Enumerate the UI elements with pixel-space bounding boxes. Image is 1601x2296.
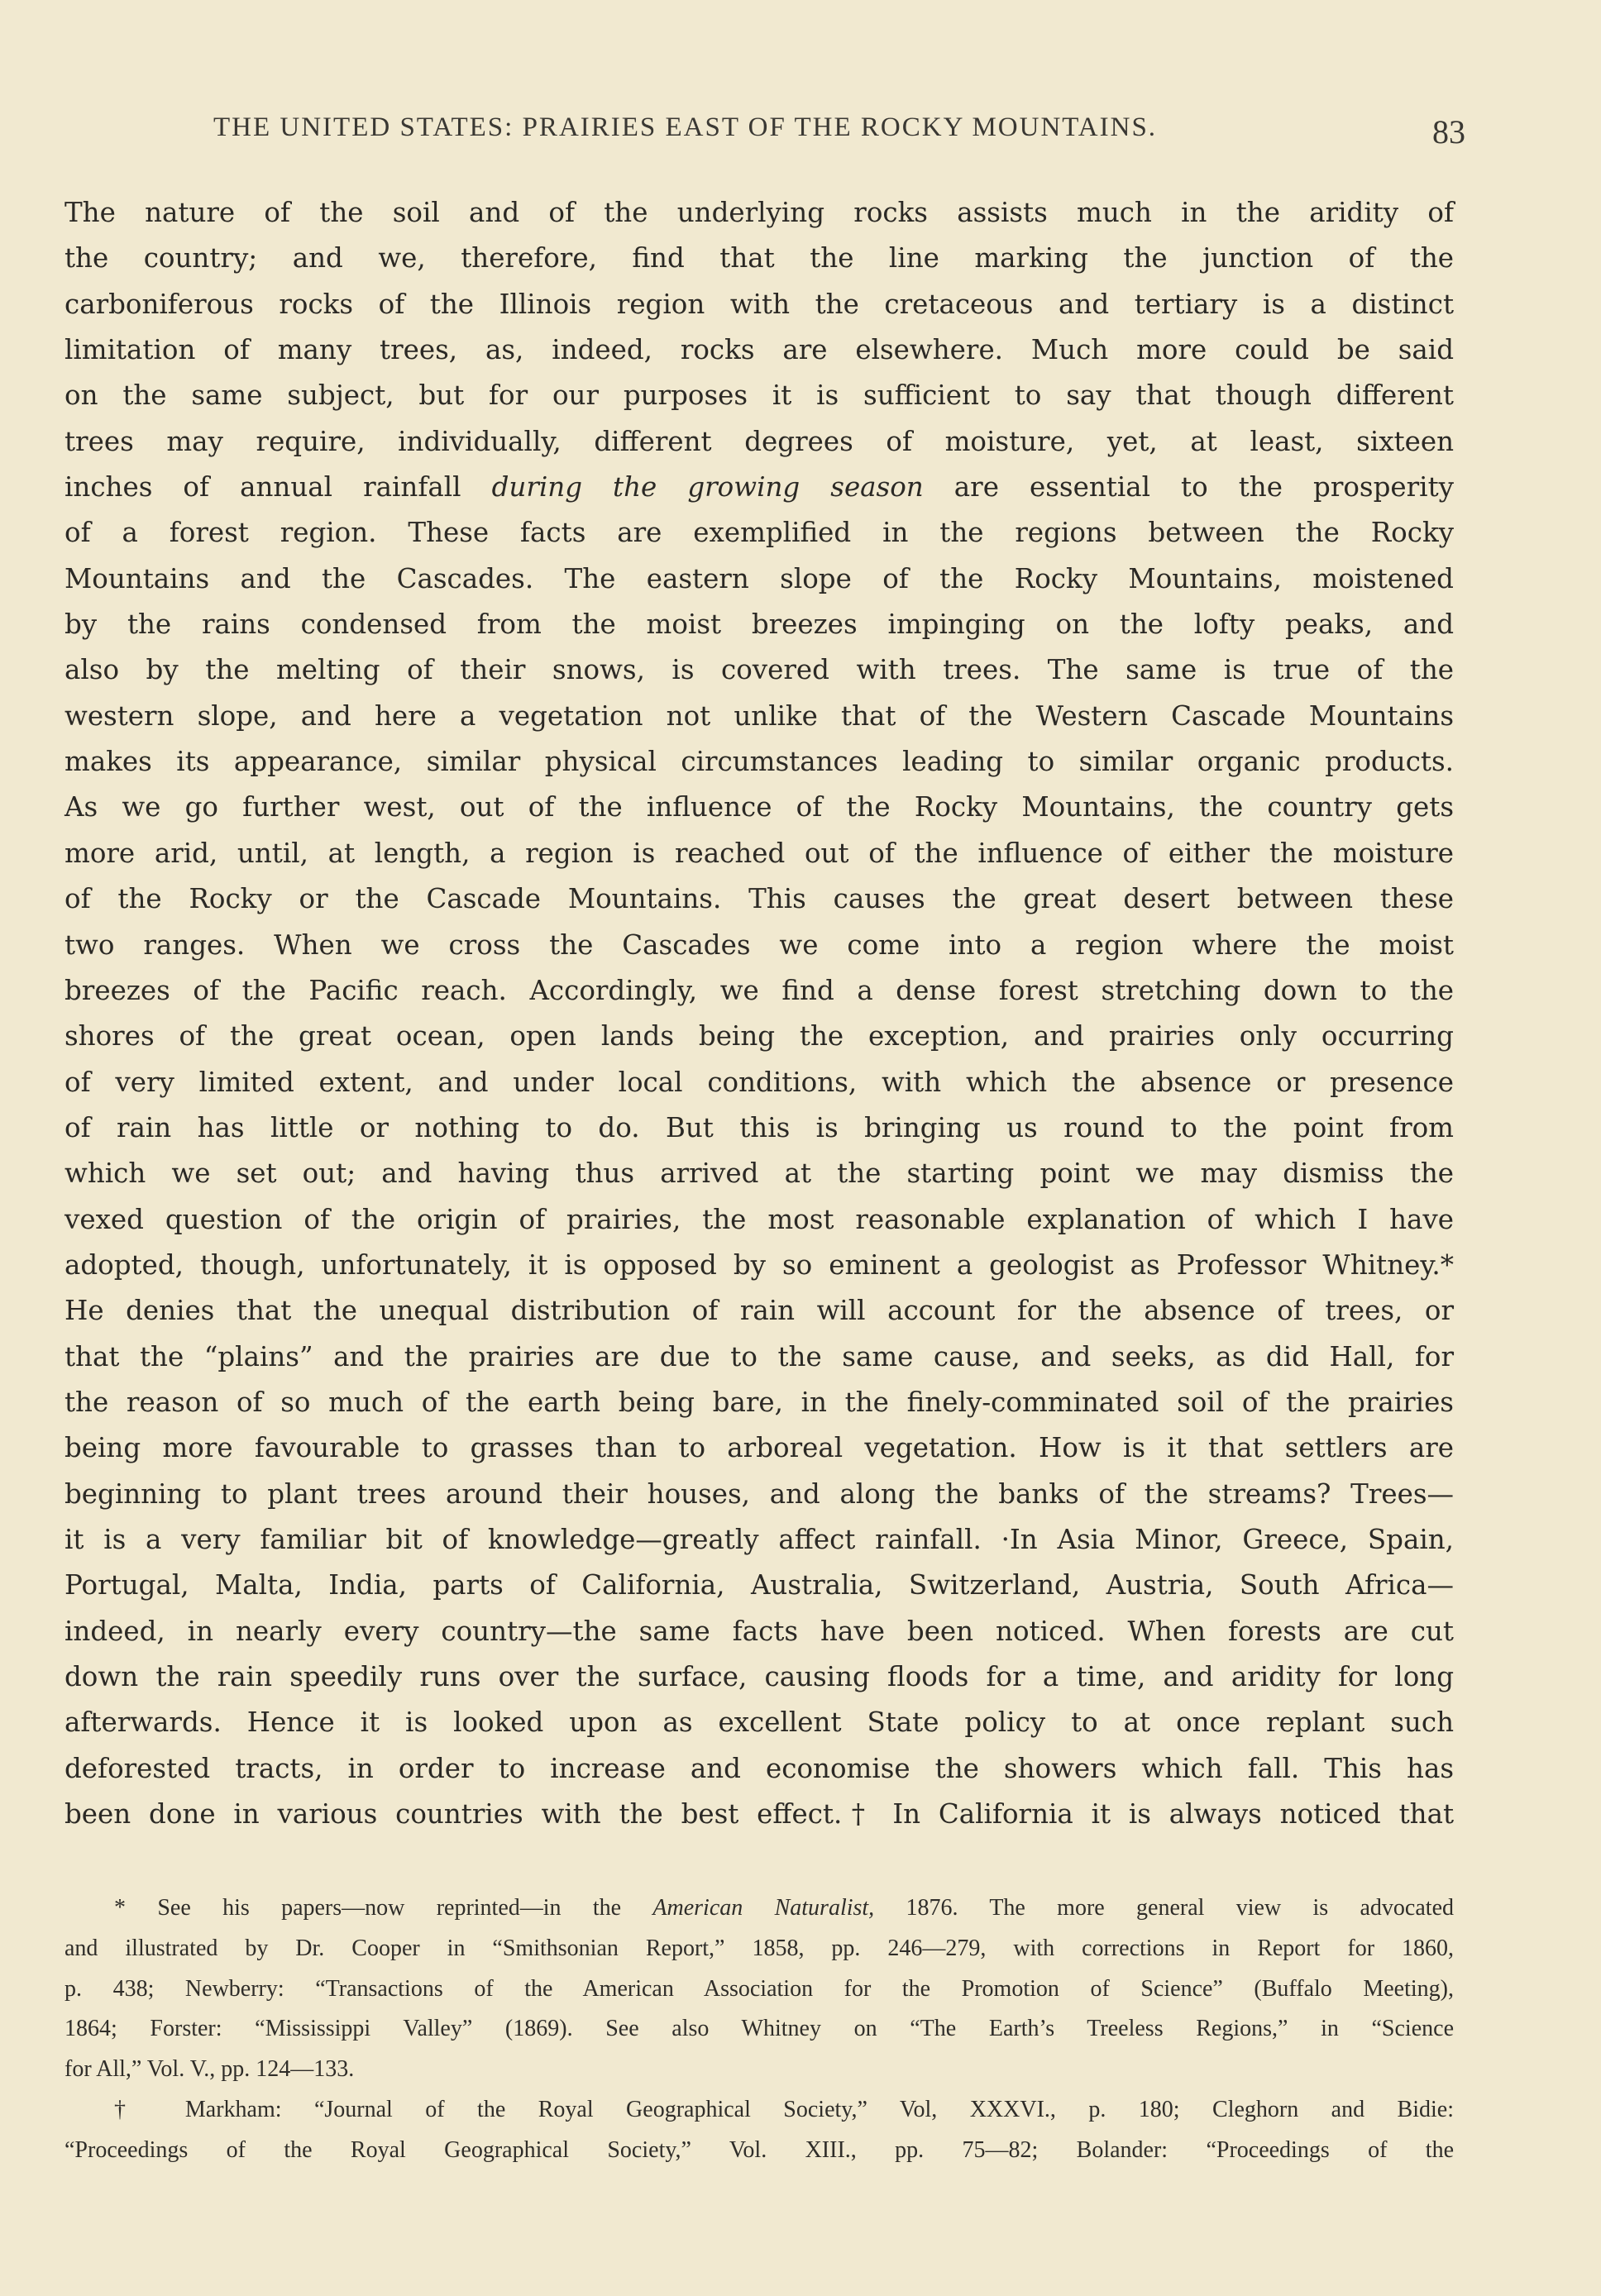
- body-line: limitation of many trees, as, indeed, rocks are elsewhere. Much more could be said: [65, 334, 1454, 366]
- body-line: the country; and we, therefore, find that the line marking the junction of the: [65, 242, 1454, 274]
- footnote-line: 1864; Forster: “Mississippi Valley” (1869). See also Whitney on “The Earth’s Treeless Regions,” in “Science: [65, 2016, 1454, 2042]
- body-line: Portugal, Malta, India, parts of California, Australia, Switzerland, Austria, South Africa—: [65, 1569, 1454, 1601]
- italic-phrase: during the growing season: [491, 471, 924, 504]
- body-line: more arid, until, at length, a region is reached out of the influence of either the moisture: [65, 837, 1454, 869]
- body-line: by the rains condensed from the moist breezes impinging on the lofty peaks, and: [65, 609, 1454, 641]
- body-line: it is a very familiar bit of knowledge—greatly affect rainfall. ·In Asia Minor, Greece, Spain,: [65, 1523, 1454, 1555]
- body-line: that the “plains” and the prairies are due to the same cause, and seeks, as did Hall, for: [65, 1340, 1454, 1372]
- body-line: Mountains and the Cascades. The eastern slope of the Rocky Mountains, moistened: [65, 562, 1454, 594]
- body-line: afterwards. Hence it is looked upon as excellent State policy to at once replant such: [65, 1706, 1454, 1739]
- body-line: makes its appearance, similar physical circumstances leading to similar organic products.: [65, 746, 1454, 778]
- body-line: of a forest region. These facts are exemplified in the regions between the Rocky: [65, 517, 1454, 549]
- body-line: two ranges. When we cross the Cascades we come into a region where the moist: [65, 928, 1454, 961]
- page-number: 83: [1432, 113, 1465, 150]
- italic-journal-title: American Naturalist,: [652, 1895, 875, 1921]
- footnote-line: p. 438; Newberry: “Transactions of the American Association for the Promotion of Science” (Buffalo Meeting),: [65, 1975, 1454, 2002]
- body-line: shores of the great ocean, open lands being the exception, and prairies only occurring: [65, 1020, 1454, 1053]
- body-line: western slope, and here a vegetation not unlike that of the Western Cascade Mountains: [65, 699, 1454, 732]
- body-line: The nature of the soil and of the underlying rocks assists much in the aridity of: [65, 197, 1454, 228]
- footnote-line: for All,” Vol. V., pp. 124—133.: [65, 2056, 355, 2083]
- body-line: vexed question of the origin of prairies, the most reasonable explanation of which I have: [65, 1203, 1454, 1235]
- body-line: deforested tracts, in order to increase and economise the showers which fall. This has: [65, 1752, 1454, 1784]
- body-text-segment: are essential to the prosperity: [923, 471, 1454, 504]
- body-line: on the same subject, but for our purposes it is sufficient to say that though different: [65, 379, 1454, 412]
- footnote-line: “Proceedings of the Royal Geographical Society,” Vol. XIII., pp. 75—82; Bolander: “Proceedings of the: [65, 2136, 1454, 2163]
- body-line: being more favourable to grasses than to arboreal vegetation. How is it that settlers are: [65, 1432, 1454, 1464]
- body-text-segment: inches of annual rainfall: [65, 471, 492, 504]
- footnote-text-segment: 1876. The more general view is advocated: [874, 1895, 1454, 1921]
- body-line: of rain has little or nothing to do. But this is bringing us round to the point from: [65, 1111, 1454, 1143]
- body-line: down the rain speedily runs over the surface, causing floods for a time, and aridity for long: [65, 1661, 1454, 1692]
- body-line: carboniferous rocks of the Illinois region with the cretaceous and tertiary is a distinct: [65, 288, 1454, 320]
- running-header: THE UNITED STATES: PRAIRIES EAST OF THE ROCKY MOUNTAINS.: [213, 112, 1158, 142]
- body-line: been done in various countries with the best effect.† In California it is always noticed that: [65, 1798, 1454, 1831]
- body-line-with-italic: [65, 465, 1454, 510]
- body-line: indeed, in nearly every country—the same facts have been noticed. When forests are cut: [65, 1615, 1454, 1647]
- body-line: of the Rocky or the Cascade Mountains. This causes the great desert between these: [65, 883, 1454, 915]
- body-line: the reason of so much of the earth being bare, in the finely-comminated soil of the prairies: [65, 1386, 1454, 1418]
- footnote-line: † Markham: “Journal of the Royal Geographical Society,” Vol, XXXVI., p. 180; Cleghorn and Bidie:: [114, 2096, 1454, 2122]
- body-line: of very limited extent, and under local conditions, with which the absence or presence: [65, 1066, 1454, 1098]
- body-line: As we go further west, out of the influence of the Rocky Mountains, the country gets: [65, 791, 1454, 823]
- footnote-text-segment: * See his papers—now reprinted—in the: [114, 1895, 653, 1921]
- footnotes: [65, 1888, 1454, 2171]
- footnote-line-with-italic: [65, 1888, 1454, 1929]
- body-line: trees may require, individually, different degrees of moisture, yet, at least, sixteen: [65, 425, 1454, 457]
- body-line: beginning to plant trees around their houses, and along the banks of the streams? Trees—: [65, 1477, 1454, 1510]
- body-line: adopted, though, unfortunately, it is opposed by so eminent a geologist as Professor Whitney.*: [65, 1248, 1454, 1281]
- footnote-line: and illustrated by Dr. Cooper in “Smithsonian Report,” 1858, pp. 246—279, with corrections in Report for 1860,: [65, 1935, 1454, 1961]
- body-line: also by the melting of their snows, is covered with trees. The same is true of the: [65, 654, 1454, 686]
- body-line: He denies that the unequal distribution of rain will account for the absence of trees, or: [65, 1295, 1454, 1327]
- body-line: which we set out; and having thus arrived at the starting point we may dismiss the: [65, 1158, 1454, 1190]
- body-line: breezes of the Pacific reach. Accordingly, we find a dense forest stretching down to the: [65, 974, 1454, 1006]
- main-paragraph: [65, 190, 1454, 1837]
